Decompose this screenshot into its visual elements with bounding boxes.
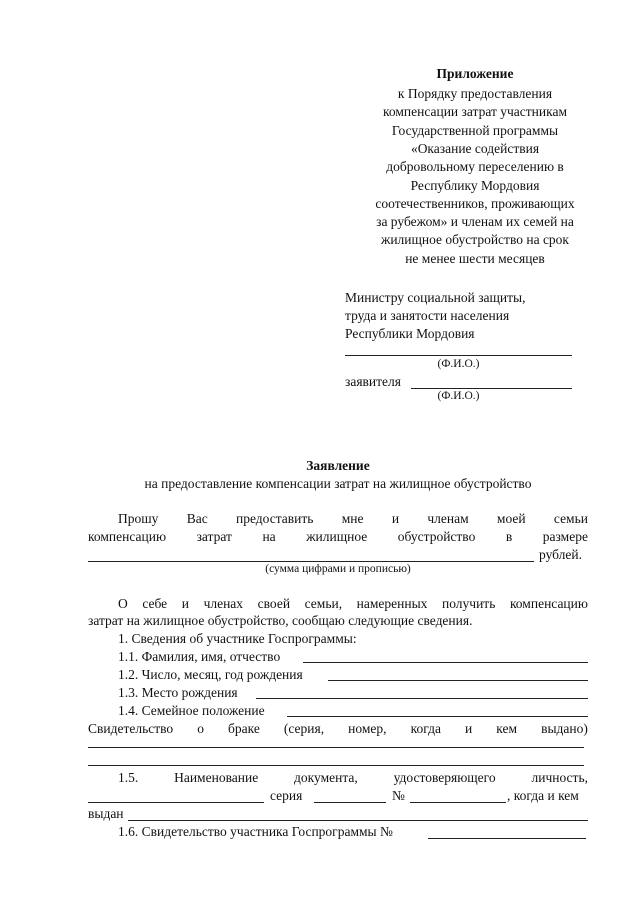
field-1-1-input-line[interactable] (303, 662, 588, 663)
word: о (197, 721, 204, 736)
series-input-line[interactable] (314, 802, 386, 803)
word: удостоверяющего (393, 770, 496, 785)
request-line-1 (118, 511, 588, 527)
statement-title: Заявление (306, 458, 370, 473)
appendix-line: не менее шести месяцев (405, 250, 545, 266)
word: размере (542, 529, 588, 544)
fio-caption: (Ф.И.О.) (437, 358, 480, 370)
issued-label: выдан (88, 806, 124, 821)
addressee-line: Министру социальной защиты, (345, 290, 526, 305)
word: жилищное (306, 529, 368, 544)
word: обустройство (397, 529, 476, 544)
sum-line (88, 561, 534, 562)
word: Свидетельство (88, 721, 174, 736)
word: затрат (196, 529, 232, 544)
word: моей (496, 511, 526, 526)
request-line-2 (88, 529, 588, 545)
word: мне (341, 511, 364, 526)
word: компенсацию (88, 529, 167, 544)
statement-subtitle: на предоставление компенсации затрат на жилищное обустройство (144, 476, 532, 491)
addressee-line: труда и занятости населения (345, 308, 510, 323)
field-1-3-label: 1.3. Место рождения (118, 685, 238, 700)
word: и (181, 596, 189, 611)
when-by-whom-label: , когда и кем (507, 788, 579, 803)
word: семьи, (304, 596, 343, 611)
addressee-line: Республики Мордовия (345, 326, 475, 341)
word: и (391, 511, 400, 526)
word: когда (410, 721, 441, 736)
field-1-2-label: 1.2. Число, месяц, год рождения (118, 667, 303, 682)
field-1-5-doc-line[interactable] (88, 802, 264, 803)
marriage-input-line-1[interactable] (88, 747, 584, 748)
field-1-1-label: 1.1. Фамилия, имя, отчество (118, 649, 281, 664)
field-1-2-input-line[interactable] (328, 680, 588, 681)
marriage-input-line-2[interactable] (88, 765, 584, 766)
word: Вас (186, 511, 208, 526)
appendix-line: жилищное обустройство на срок (381, 232, 569, 248)
intro-line-1 (118, 596, 588, 612)
word: 1.5. (118, 770, 139, 785)
field-1-5-line (118, 770, 588, 786)
word: получить (442, 596, 496, 611)
word: компенсацию (509, 596, 588, 611)
sum-caption: (сумма цифрами и прописью) (265, 563, 411, 575)
word: браке (228, 721, 260, 736)
appendix-line: соотечественников, проживающих (375, 195, 575, 211)
section-1-heading: 1. Сведения об участнике Госпрограммы: (118, 631, 357, 646)
appendix-line: добровольному переселению в (386, 159, 564, 175)
field-1-4-label: 1.4. Семейное положение (118, 703, 265, 718)
word: своей (257, 596, 291, 611)
word: кем (496, 721, 518, 736)
word: намеренных (356, 596, 428, 611)
word: и (465, 721, 473, 736)
applicant-line (411, 388, 572, 389)
word: личность, (531, 770, 588, 785)
word: семьи (553, 511, 588, 526)
appendix-title: Приложение (436, 66, 514, 81)
word: себе (142, 596, 168, 611)
word: номер, (348, 721, 387, 736)
appendix-line: за рубежом» и членам их семей на (376, 214, 574, 230)
word: на (262, 529, 276, 544)
word: выдано) (541, 721, 588, 736)
number-sign: № (392, 788, 405, 803)
word: предоставить (236, 511, 314, 526)
word: (серия, (283, 721, 325, 736)
rubles-label: рублей. (539, 547, 583, 562)
appendix-line: Государственной программы (391, 122, 559, 138)
issued-input-line[interactable] (128, 820, 588, 821)
word: О (118, 596, 128, 611)
word: членам (427, 511, 469, 526)
field-1-4-input-line[interactable] (287, 716, 588, 717)
series-label: серия (270, 788, 303, 803)
intro-line-2: затрат на жилищное обустройство, сообщаю следующие сведения. (88, 613, 473, 628)
appendix-line: к Порядку предоставления (397, 86, 553, 101)
appendix-line: «Оказание содействия (410, 140, 540, 156)
word: документа, (294, 770, 358, 785)
field-1-3-input-line[interactable] (256, 698, 588, 699)
fio-line (345, 355, 572, 356)
appendix-line: Республику Мордовия (410, 177, 540, 193)
number-input-line[interactable] (410, 802, 506, 803)
applicant-label: заявителя (345, 374, 401, 389)
marriage-certificate-line (88, 721, 588, 737)
word: Наименование (174, 770, 259, 785)
field-1-6-input-line[interactable] (428, 838, 586, 839)
appendix-line: компенсации затрат участникам (382, 104, 568, 120)
word: членах (203, 596, 244, 611)
fio-caption-2: (Ф.И.О.) (437, 390, 480, 402)
field-1-6-label: 1.6. Свидетельство участника Госпрограммы № (118, 824, 393, 839)
word: Прошу (118, 511, 159, 526)
word: в (505, 529, 513, 544)
